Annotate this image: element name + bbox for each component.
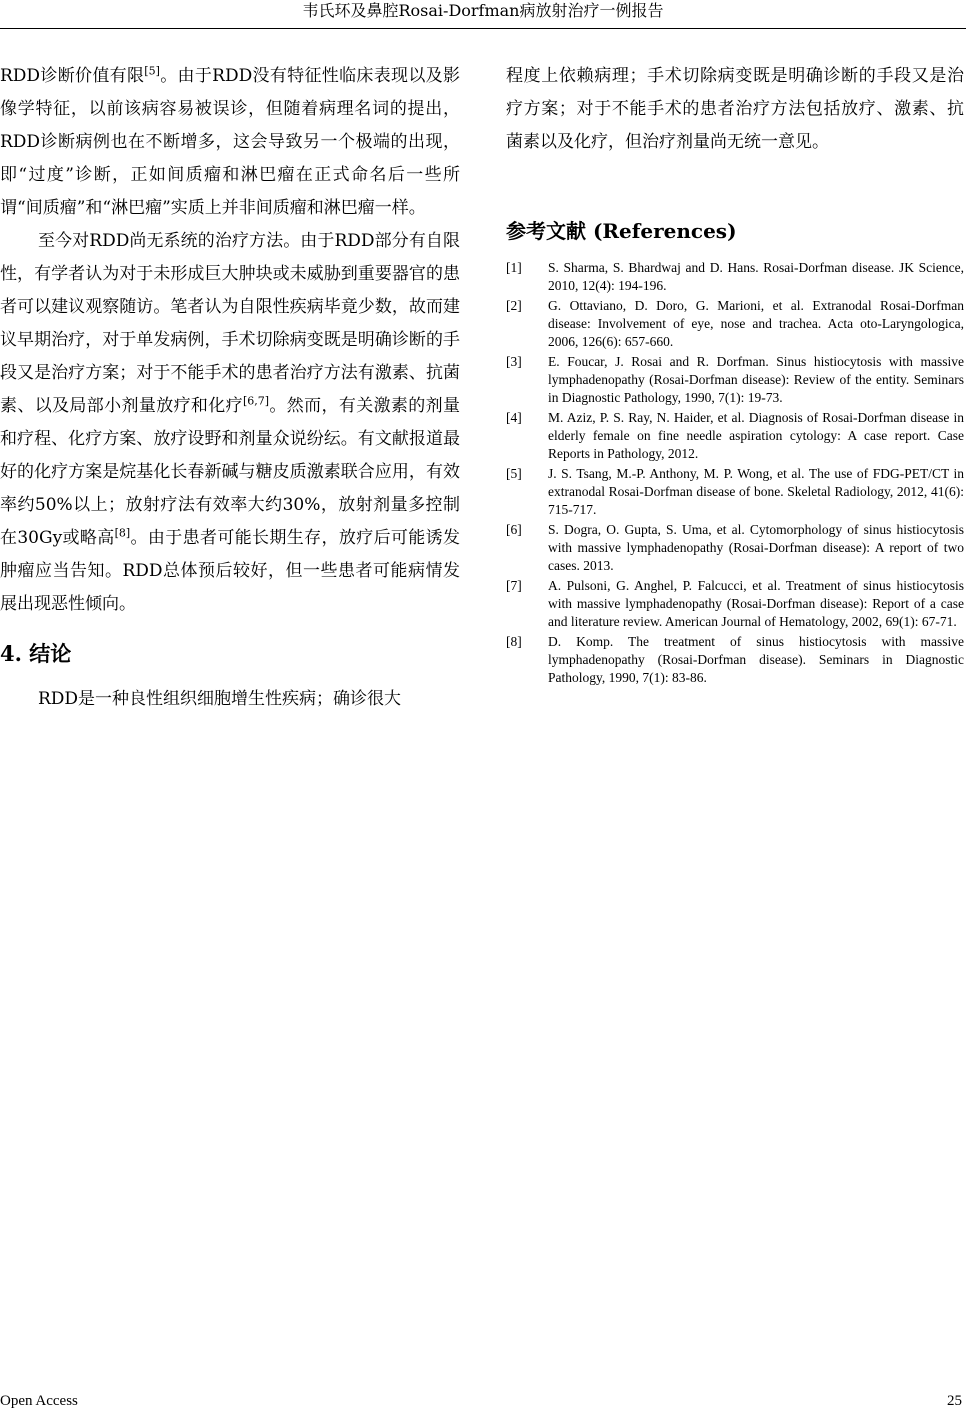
reference-item [506, 465, 964, 519]
reference-number: [2] [506, 298, 522, 313]
paragraph-text: 。由于患者可能长期生存，放疗后可能诱发肿瘤应当告知。RDD总体预后较好，但一些患者可能病情发展出现恶性倾向。 [0, 528, 460, 614]
reference-text: G. Ottaviano, D. Doro, G. Marioni, et al. Extranodal Rosai-Dorfman disease: Involvement of eye, nose and trachea. Acta oto-Laryngologica, 2006, 126(6): 657-660. [548, 298, 964, 349]
footer-journal: Open Access [0, 1393, 78, 1409]
page-number: 25 [947, 1393, 962, 1409]
running-header: 韦氏环及鼻腔Rosai-Dorfman病放射治疗一例报告 [302, 1, 664, 20]
header-rule [0, 28, 966, 29]
reference-number: [8] [506, 634, 522, 649]
reference-number: [6] [506, 522, 522, 537]
reference-text: J. S. Tsang, M.-P. Anthony, M. P. Wong, et al. The use of FDG-PET/CT in extranodal Rosai-Dorfman disease of bone. Skeletal Radiology, 2012, 41(6): 715-717. [548, 466, 964, 517]
left-column [0, 60, 460, 716]
reference-item [506, 409, 964, 463]
reference-text: M. Aziz, P. S. Ray, N. Haider, et al. Diagnosis of Rosai-Dorfman disease in elderly female on fine needle aspiration cytology: A case report. Case Reports in Pathology, 2012. [548, 410, 964, 461]
reference-text: D. Komp. The treatment of sinus histiocytosis with massive lymphadenopathy (Rosai-Dorfman disease). Seminars in Diagnostic Pathology, 1990, 7(1): 83-86. [548, 634, 964, 685]
section-heading-conclusion: 4. 结论 [0, 641, 72, 666]
citation-superscript: [8] [114, 526, 131, 540]
reference-item [506, 633, 964, 687]
paragraph-text: 。然而，有关激素的剂量和疗程、化疗方案、放疗设野和剂量众说纷纭。有文献报道最好的化疗方案是烷基化长春新碱与糖皮质激素联合应用，有效率约50%以上；放射疗法有效率大约30%，放射剂量多控制在30Gy或略高 [0, 396, 461, 548]
references-heading: 参考文献 (References) [506, 219, 737, 243]
paragraph-text: RDD诊断价值有限 [0, 66, 145, 86]
paragraph-text: 至今对RDD尚无系统的治疗方法。由于RDD部分有自限性，有学者认为对于未形成巨大肿块或未威胁到重要器官的患者可以建议观察随访。笔者认为自限性疾病毕竟少数，故而建议早期治疗，对于单发病例，手术切除病变既是明确诊断的手段又是治疗方案；对于不能手术的患者治疗方法有激素、抗菌素、以及局部小剂量放疗和化疗 [0, 231, 460, 416]
reference-text: A. Pulsoni, G. Anghel, P. Falcucci, et al. Treatment of sinus histiocytosis with massive lymphadenopathy (Rosai-Dorfman disease): Report of a case and literature review. American Journal of Hematology, 2002, 69(1): 67-71. [548, 578, 964, 629]
reference-number: [5] [506, 466, 522, 481]
paragraph-text: 。由于RDD没有特征性临床表现以及影像学特征，以前该病容易被误诊，但随着病理名词的提出，RDD诊断病例也在不断增多，这会导致另一个极端的出现，即“过度”诊断，正如间质瘤和淋巴瘤在正式命名后一些所谓“间质瘤”和“淋巴瘤”实质上并非间质瘤和淋巴瘤一样。 [0, 66, 460, 218]
reference-number: [3] [506, 354, 522, 369]
citation-superscript: [5] [144, 64, 160, 78]
reference-number: [1] [506, 260, 522, 275]
reference-item [506, 259, 964, 295]
paragraph-diagnosis [0, 60, 460, 225]
reference-item [506, 297, 964, 351]
citation-superscript: [6,7] [243, 394, 270, 408]
reference-number: [4] [506, 410, 522, 425]
reference-text: E. Foucar, J. Rosai and R. Dorfman. Sinus histiocytosis with massive lymphadenopathy (Rosai-Dorfman disease): Review of the entity. Seminars in Diagnostic Pathology, 1990, 7(1): 19-73. [548, 354, 964, 405]
reference-number: [7] [506, 578, 522, 593]
paragraph-conclusion-continued: 程度上依赖病理；手术切除病变既是明确诊断的手段又是治疗方案；对于不能手术的患者治疗方法包括放疗、激素、抗菌素以及化疗，但治疗剂量尚无统一意见。 [506, 66, 964, 152]
reference-text: S. Dogra, O. Gupta, S. Uma, et al. Cytomorphology of sinus histiocytosis with massive lymphadenopathy (Rosai-Dorfman disease): A report of two cases. 2013. [548, 522, 964, 573]
reference-item [506, 353, 964, 407]
reference-item [506, 521, 964, 575]
right-column [506, 60, 964, 689]
reference-list [506, 259, 964, 687]
reference-item [506, 577, 964, 631]
paragraph-conclusion: RDD是一种良性组织细胞增生性疾病；确诊很大 [38, 689, 402, 709]
reference-text: S. Sharma, S. Bhardwaj and D. Hans. Rosai-Dorfman disease. JK Science, 2010, 12(4): 194-196. [548, 260, 964, 293]
paragraph-treatment [0, 225, 460, 621]
